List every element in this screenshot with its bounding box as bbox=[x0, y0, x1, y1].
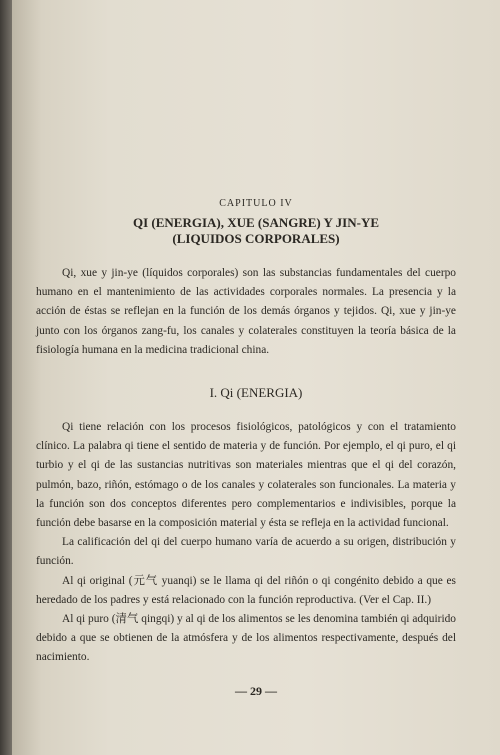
section-paragraph-1: Qi tiene relación con los procesos fisiológicos, patológicos y con el tratamiento clínico. La palabra qi tiene el sentido de materia y de función. Por ejemplo, el qi puro, el qi turbio y el qi de las sustancias nutritivas son materiales mientras que el qi del corazón, pulmón, bazo, riñón, estómago o de los canales y colaterales son funcionales. La materia y la función son dos conceptos diferentes pero complementarios e indivisibles, porque la función debe basarse en la composición material y ésta se refleja en la actividad funcional. bbox=[36, 421, 456, 530]
book-page bbox=[12, 0, 500, 755]
section-text bbox=[36, 418, 456, 668]
section-paragraph-4: Al qi puro (清气 qingqi) y al qi de los alimentos se les denomina también qi adquirido debido a que se obtienen de la atmósfera y de los alimentos respectivamente, después del nacimiento. bbox=[36, 613, 456, 664]
intro-text bbox=[36, 264, 456, 360]
intro-paragraph: Qi, xue y jin-ye (líquidos corporales) son las substancias fundamentales del cuerpo humano en el mantenimiento de las actividades corporales normales. La presencia y la acción de éstas se reflejan en la función de los demás órganos y tejidos. Qi, xue y jin-ye junto con los órganos zang-fu, los canales y colaterales constituyen la teoría básica de la fisiología humana en la medicina tradicional china. bbox=[36, 267, 456, 356]
section-paragraph-2: La calificación del qi del cuerpo humano varía de acuerdo a su origen, distribución y función. bbox=[36, 536, 456, 568]
page-number: — 29 — bbox=[235, 684, 277, 698]
chapter-title bbox=[12, 215, 500, 247]
section-heading: I. Qi (ENERGIA) bbox=[209, 385, 303, 400]
book-spine-shadow bbox=[0, 0, 12, 755]
chapter-title-line-2: (LIQUIDOS CORPORALES) bbox=[172, 231, 340, 246]
chapter-title-line-1: QI (ENERGIA), XUE (SANGRE) Y JIN-YE bbox=[132, 215, 380, 230]
section-paragraph-3: Al qi original (元气 yuanqi) se le llama qi del riñón o qi congénito debido a que es heredado de los padres y está relacionado con la función reproductiva. (Ver el Cap. II.) bbox=[36, 574, 456, 606]
chapter-label: CAPITULO IV bbox=[219, 198, 293, 209]
